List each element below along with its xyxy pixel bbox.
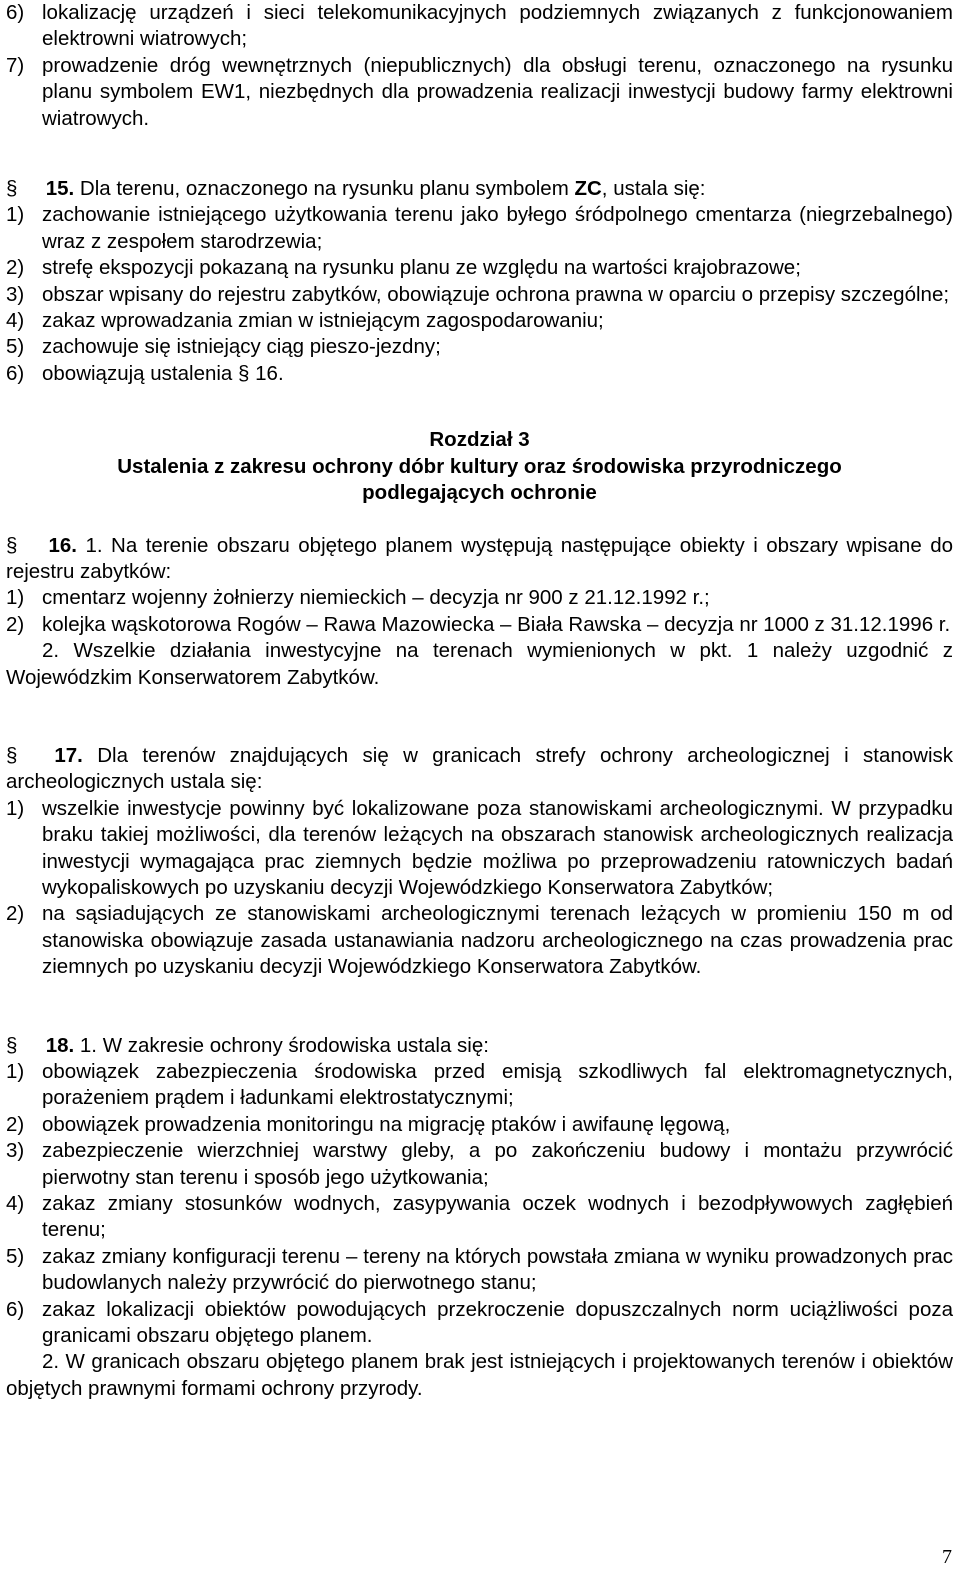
item-text: na sąsiadujących ze stanowiskami archeologicznymi terenach leżących w promieniu 150 m od stanowiska obowiązuje zasada ustanawiania nadzoru archeologicznego na czas prowadzenia prac ziemnych po uzyskaniu decyzji Wojewódzkiego Konserwatora Zabytków. [42, 902, 953, 979]
item-number: 1) [6, 203, 25, 227]
intro-text: 1. W zakresie ochrony środowiska ustala się: [79, 1033, 489, 1057]
section-sign: § [6, 1033, 18, 1057]
zone-symbol: ZC [574, 177, 602, 201]
list-item [6, 901, 953, 980]
paragraph-number: 15. [45, 177, 75, 201]
paragraph-number: 17. [54, 743, 83, 767]
item-number: 4) [6, 1192, 25, 1216]
item-text: lokalizację urządzeń i sieci telekomunikacyjnych podziemnych związanych z funkcjonowaniem elektrowni wiatrowych; [42, 1, 953, 51]
list-item [6, 1112, 953, 1138]
list-item [6, 361, 953, 387]
item-number: 3) [6, 282, 25, 306]
section-sign: § [6, 533, 18, 557]
item-number: 6) [6, 1297, 25, 1321]
page-number: 7 [942, 1546, 952, 1568]
list-item [6, 1244, 953, 1297]
item-number: 5) [6, 1244, 25, 1268]
item-text: strefę ekspozycji pokazaną na rysunku planu ze względu na wartości krajobrazowe; [42, 256, 801, 280]
intro-text-end: , ustala się: [601, 177, 706, 201]
item-text: zakaz lokalizacji obiektów powodujących przekroczenie dopuszczalnych norm uciążliwości poza granicami obszaru objętego planem. [42, 1297, 953, 1348]
intro-text: Dla terenu, oznaczonego na rysunku planu symbolem [79, 177, 575, 201]
item-text: wszelkie inwestycje powinny być lokalizowane poza stanowiskami archeologicznymi. W przypadku braku takiej możliwości, dla terenów leżących na obszarach stanowisk archeologicznych realizacja inwestycji wymagająca prac ziemnych będzie możliwa po przeprowadzeniu ratowniczych badań wykopaliskowych po uzyskaniu decyzji Wojewódzkiego Konserwatora Zabytków; [42, 796, 953, 899]
item-number: 2) [6, 256, 25, 280]
item-text: zakaz zmiany stosunków wodnych, zasypywania oczek wodnych i bezodpływowych zagłębień terenu; [42, 1192, 953, 1242]
list-item [6, 255, 953, 281]
section-sign: § [238, 361, 250, 385]
chapter-subtitle: Ustalenia z zakresu ochrony dóbr kultury oraz środowiska przyrodniczego podlegających ochronie [117, 454, 842, 505]
section-sign: § [6, 743, 18, 767]
list-item [6, 53, 953, 132]
list-item [6, 0, 953, 53]
item-number: 5) [6, 335, 25, 359]
item-text: cmentarz wojenny żołnierzy niemieckich – decyzja nr 900 z 21.12.1992 r.; [42, 586, 710, 610]
item-text: zakaz wprowadzania zmian w istniejącym zagospodarowaniu; [42, 309, 604, 333]
list-item [6, 308, 953, 334]
list-item [6, 202, 953, 255]
paragraph-15-intro [6, 176, 953, 202]
list-item [6, 282, 953, 308]
item-number: 2) [6, 612, 25, 636]
item-text: zachowuje się istniejący ciąg pieszo-jezdny; [42, 335, 441, 359]
item-text: obowiązek zabezpieczenia środowiska przed emisją szkodliwych fal elektromagnetycznych, porażeniem prądem i ładunkami elektrostatycznymi; [42, 1060, 953, 1110]
list-item [6, 585, 953, 611]
item-text: zachowanie istniejącego użytkowania terenu jako byłego śródpolnego cmentarza (niegrzebalnego) wraz z zespołem starodrzewia; [42, 203, 953, 253]
item-text [42, 361, 953, 387]
chapter-title: Rozdział 3 [429, 428, 530, 452]
item-text: prowadzenie dróg wewnętrznych (niepublicznych) dla obsługi terenu, oznaczonego na rysunku planu symbolem EW1, niezbędnych dla prowadzenia realizacji inwestycji budowy farmy elektrowni wiatrowych. [42, 53, 953, 130]
item-text: zakaz zmiany konfiguracji terenu – tereny na których powstała zmiana w wyniku prowadzonych prac budowlanych należy przywrócić do pierwotnego stanu; [42, 1244, 953, 1295]
list-item [6, 334, 953, 360]
item-text: obowiązek prowadzenia monitoringu na migrację ptaków i awifaunę lęgową, [42, 1112, 731, 1136]
item-number: 3) [6, 1139, 25, 1163]
list-item [6, 1059, 953, 1112]
item-number: 2) [6, 902, 25, 926]
paragraph-18-intro [6, 1033, 953, 1059]
section-sign: § [6, 177, 18, 201]
list-item [6, 1138, 953, 1191]
paragraph-number: 16. [48, 533, 77, 557]
list-item [6, 796, 953, 902]
paragraph-18-point-2: 2. W granicach obszaru objętego planem brak jest istniejących i projektowanych terenów i obiektów objętych prawnymi formami ochrony przyrody. [6, 1350, 953, 1400]
paragraph-17-intro [6, 743, 953, 796]
item-number: 4) [6, 309, 25, 333]
section-reference: 16. [255, 361, 284, 385]
paragraph-16-intro [6, 533, 953, 586]
intro-text: 1. Na terenie obszaru objętego planem występują następujące obiekty i obszary wpisane do rejestru zabytków: [6, 533, 953, 583]
intro-text: Dla terenów znajdujących się w granicach strefy ochrony archeologicznej i stanowisk archeologicznych ustala się: [6, 743, 954, 794]
item-text: obszar wpisany do rejestru zabytków, obowiązuje ochrona prawna w oparciu o przepisy szczególne; [42, 282, 950, 306]
paragraph-16-point-2: 2. Wszelkie działania inwestycyjne na terenach wymienionych w pkt. 1 należy uzgodnić z Wojewódzkim Konserwatorem Zabytków. [6, 639, 953, 689]
item-number: 1) [6, 586, 25, 610]
list-item [6, 1297, 953, 1350]
item-number: 6) [6, 1, 25, 24]
item-text: zabezpieczenie wierzchniej warstwy gleby, a po zakończeniu budowy i montażu przywrócić pierwotny stan terenu i sposób jego użytkowania; [42, 1139, 953, 1189]
item-number: 1) [6, 796, 25, 820]
item-text: kolejka wąskotorowa Rogów – Rawa Mazowiecka – Biała Rawska – decyzja nr 1000 z 31.12.1996 r. [42, 612, 951, 636]
item-number: 1) [6, 1060, 25, 1083]
list-item [6, 612, 953, 638]
paragraph-number: 18. [45, 1033, 75, 1057]
item-text-start: obowiązują ustalenia [42, 361, 239, 385]
list-item [6, 1191, 953, 1244]
item-number: 7) [6, 53, 25, 77]
item-number: 2) [6, 1112, 25, 1136]
item-number: 6) [6, 361, 25, 385]
document-page [6, 0, 953, 1402]
